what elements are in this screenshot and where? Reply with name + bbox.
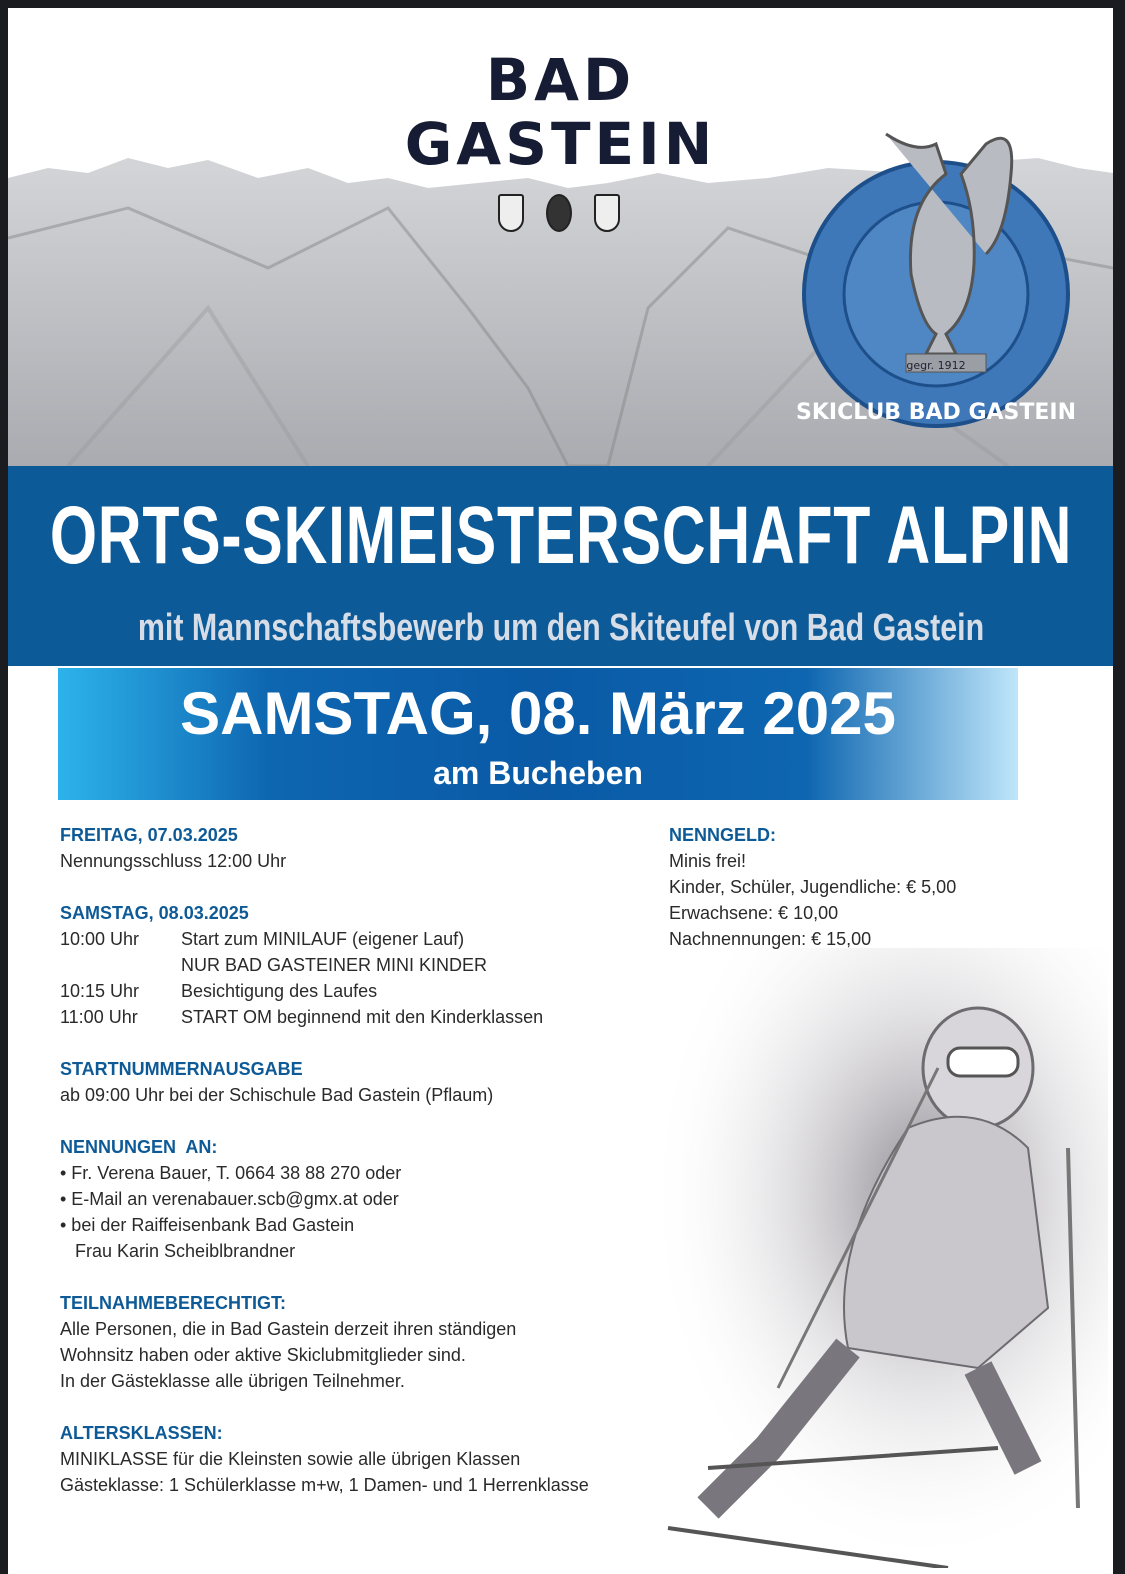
event-date: SAMSTAG, 08. März 2025 xyxy=(180,680,896,747)
text-line: Wohnsitz haben oder aktive Skiclubmitglieder sind. xyxy=(60,1345,466,1365)
event-location: am Bucheben xyxy=(433,755,643,791)
text-line: MINIKLASSE für die Kleinsten sowie alle übrigen Klassen xyxy=(60,1449,521,1469)
info-left-column xyxy=(60,822,589,1498)
schedule-row: 11:00 Uhr START OM beginnend mit den Kinderklassen xyxy=(60,1007,544,1027)
text-line: Nennungsschluss 12:00 Uhr xyxy=(60,851,287,871)
event-subtitle: mit Mannschaftsbewerb um den Skiteufel von Bad Gastein xyxy=(137,607,984,649)
section-heading: ALTERSKLASSEN: xyxy=(60,1423,223,1443)
poster xyxy=(8,8,1113,1574)
crest-icon xyxy=(594,194,620,232)
text-line: ab 09:00 Uhr bei der Schischule Bad Gastein (Pflaum) xyxy=(60,1085,494,1105)
bad-gastein-logo: BAD GASTEIN xyxy=(404,46,717,178)
text-line: In der Gästeklasse alle übrigen Teilnehmer. xyxy=(60,1371,405,1391)
section-heading: TEILNAHMEBERECHTIGT: xyxy=(60,1293,286,1313)
hero-header xyxy=(8,8,1113,466)
email-line: • E-Mail an verenabauer.scb@gmx.at oder xyxy=(60,1189,399,1209)
schedule-row: 10:00 Uhr Start zum MINILAUF (eigener Lauf) NUR BAD GASTEINER MINI KINDER xyxy=(60,929,488,975)
title-banner xyxy=(8,466,1113,666)
event-title: ORTS-SKIMEISTERSCHAFT ALPIN xyxy=(49,490,1072,581)
section-heading: NENNUNGEN AN: xyxy=(60,1137,218,1157)
fee-line: Nachnennungen: € 15,00 xyxy=(669,929,872,949)
info-right-column xyxy=(669,822,956,952)
svg-text:gegr. 1912: gegr. 1912 xyxy=(906,359,966,372)
fee-line: Minis frei! xyxy=(669,851,747,871)
crest-icon xyxy=(498,194,524,232)
fee-line: Erwachsene: € 10,00 xyxy=(669,903,839,923)
austria-eagle-icon xyxy=(546,194,572,232)
section-heading: NENNGELD: xyxy=(669,825,776,845)
text-line: Alle Personen, die in Bad Gastein derzeit ihren ständigen xyxy=(60,1319,517,1339)
section-heading: STARTNUMMERNAUSGABE xyxy=(60,1059,303,1079)
date-banner xyxy=(58,668,1018,800)
section-heading: FREITAG, 07.03.2025 xyxy=(60,825,238,845)
svg-text:SKICLUB BAD GASTEIN: SKICLUB BAD GASTEIN xyxy=(796,400,1076,425)
fee-line: Kinder, Schüler, Jugendliche: € 5,00 xyxy=(669,877,957,897)
contact-line: • Fr. Verena Bauer, T. 0664 38 88 270 oder xyxy=(60,1163,402,1183)
schedule-row: 10:15 Uhr Besichtigung des Laufes xyxy=(60,981,378,1001)
skiclub-logo xyxy=(796,114,1076,434)
text-line: Gästeklasse: 1 Schülerklasse m+w, 1 Damen- und 1 Herrenklasse xyxy=(60,1475,589,1495)
contact-line: Frau Karin Scheiblbrandner xyxy=(60,1241,296,1261)
coat-of-arms-row xyxy=(498,194,620,232)
skier-illustration xyxy=(648,948,1108,1568)
contact-line: • bei der Raiffeisenbank Bad Gastein xyxy=(60,1215,355,1235)
section-heading: SAMSTAG, 08.03.2025 xyxy=(60,903,249,923)
